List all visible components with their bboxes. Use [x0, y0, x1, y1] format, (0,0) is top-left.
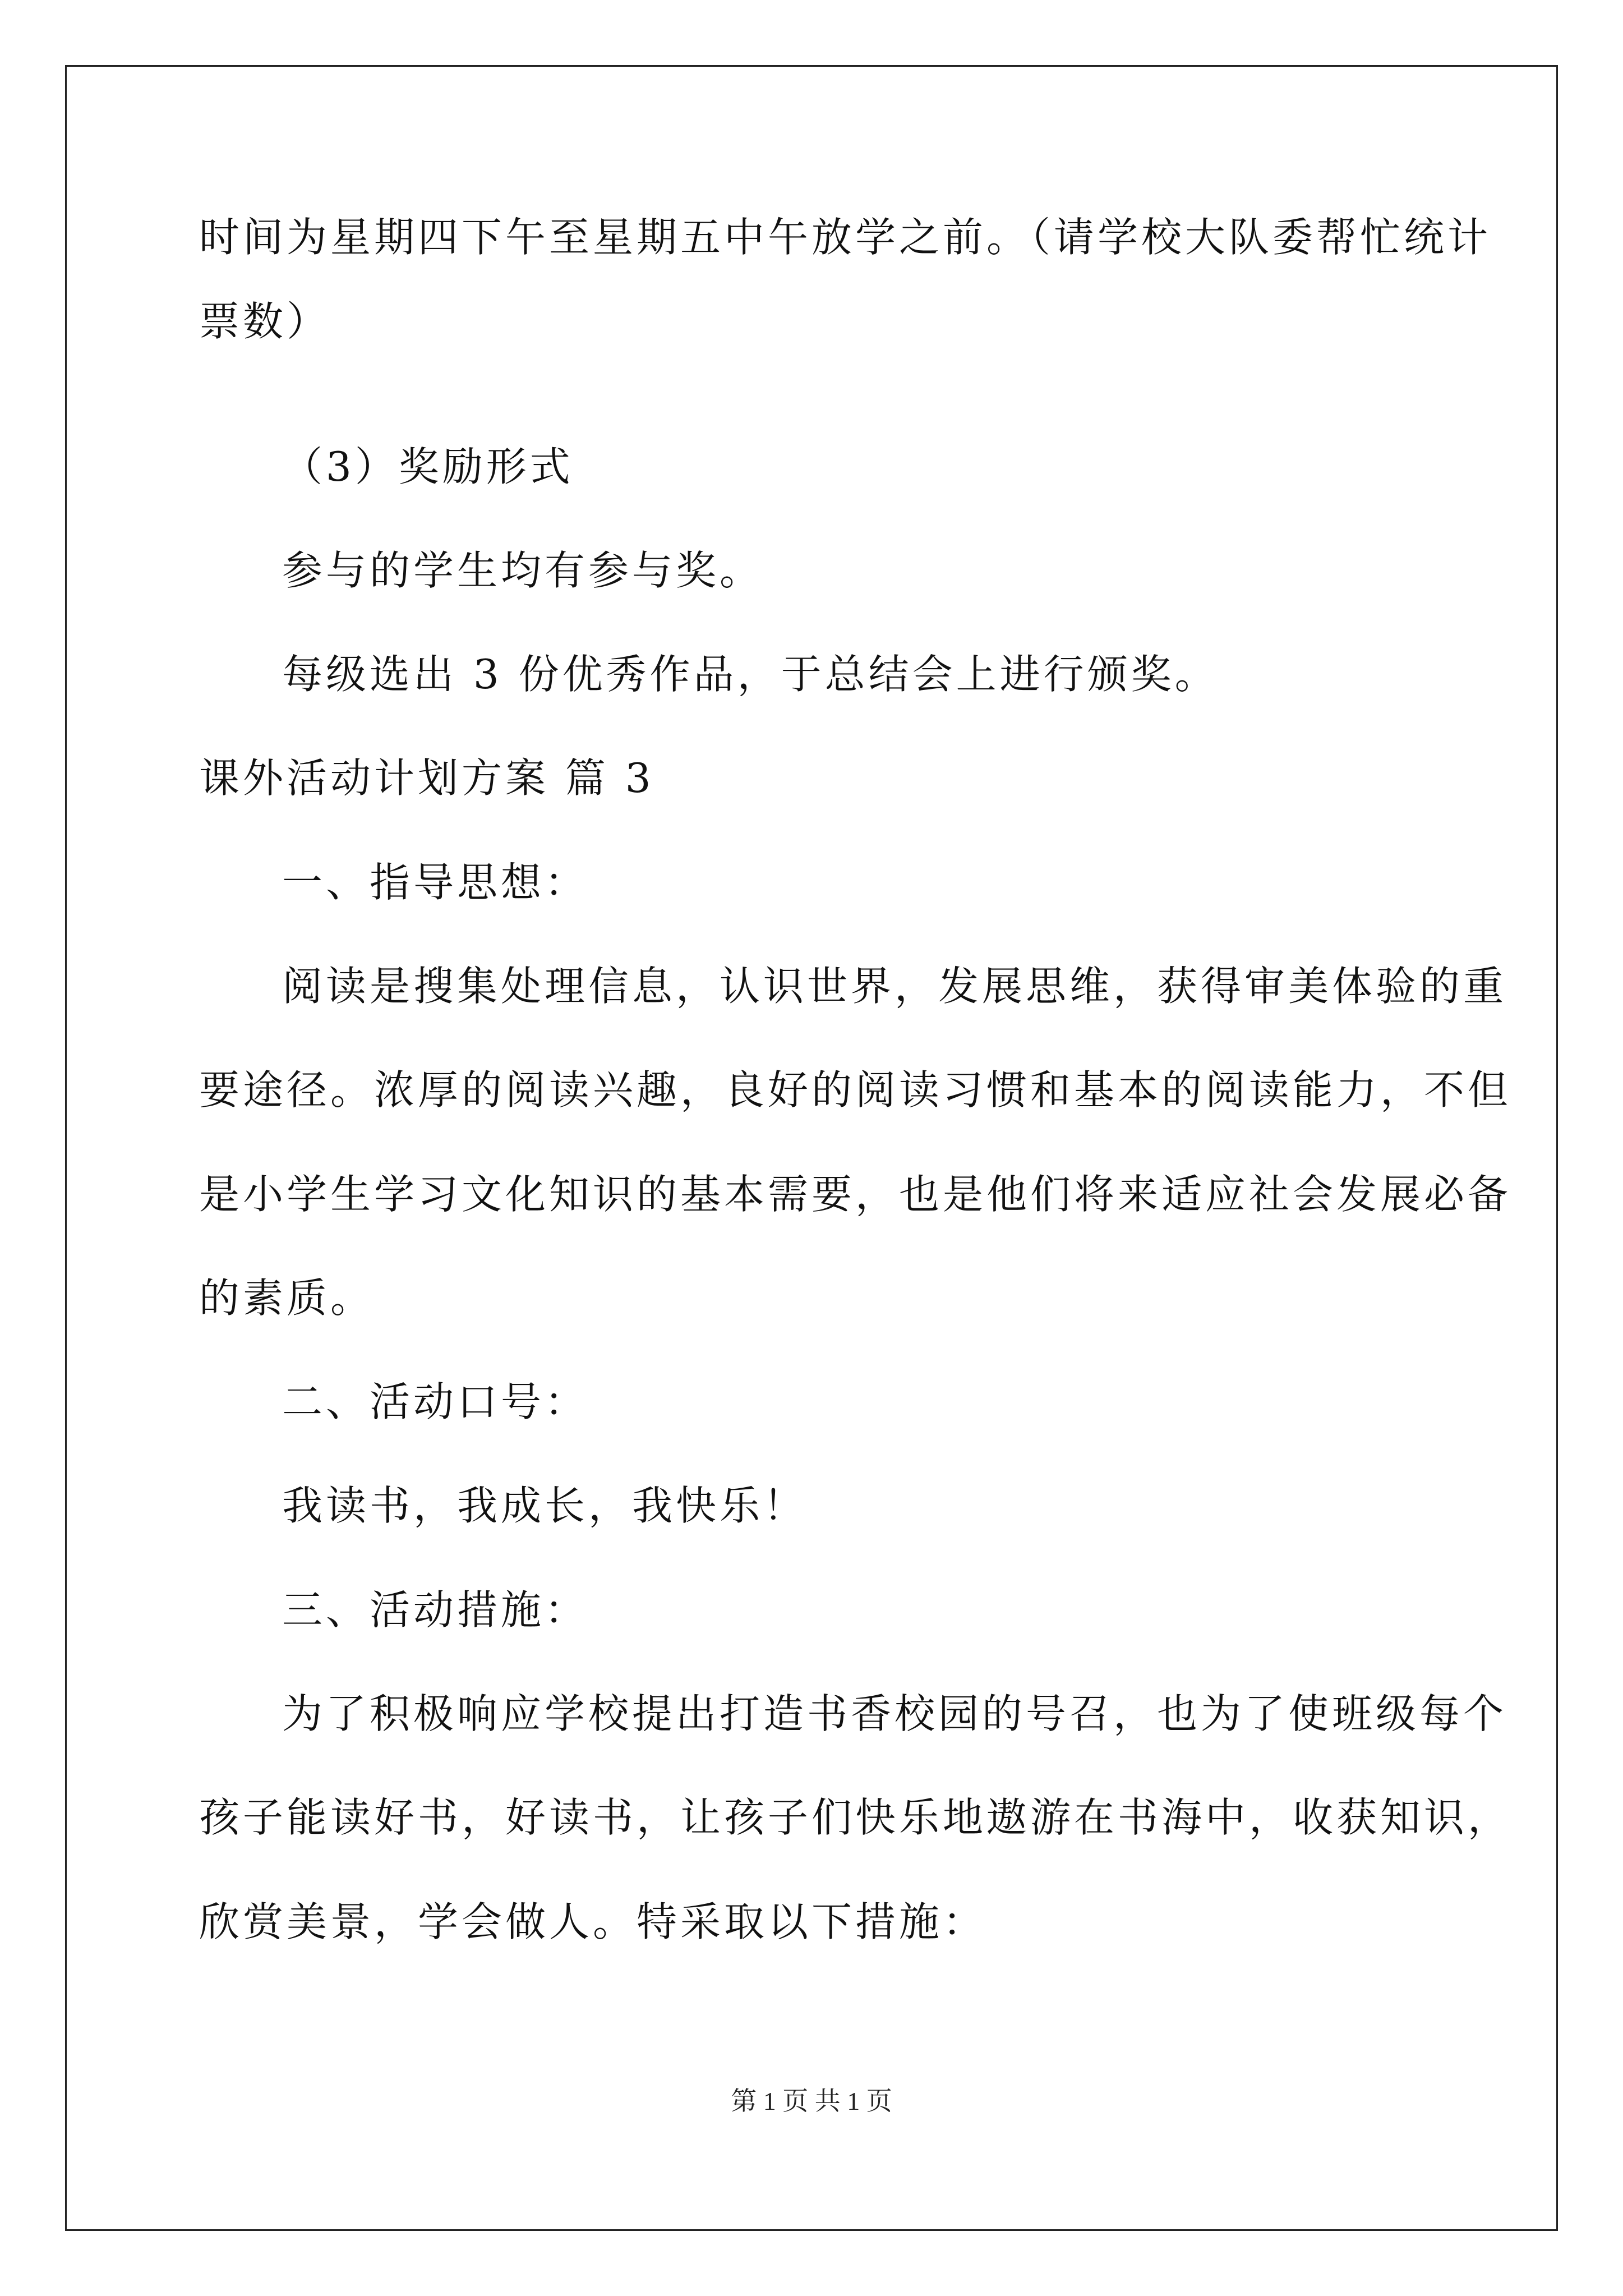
- page-footer: 第 1 页 共 1 页: [731, 2087, 892, 2115]
- paragraph-line: 票数）: [199, 298, 331, 345]
- paragraph-line: 要途径。浓厚的阅读兴趣，良好的阅读习惯和基本的阅读能力，不但: [199, 1066, 1512, 1114]
- section-subheading: （3）奖励形式: [282, 443, 574, 490]
- paragraph-line: 的素质。: [199, 1274, 375, 1322]
- paragraph-line: 我读书，我成长，我快乐！: [282, 1482, 808, 1529]
- paragraph-line: 参与的学生均有参与奖。: [282, 547, 764, 594]
- paragraph-line: 每级选出 3 份优秀作品，于总结会上进行颁奖。: [282, 651, 1219, 698]
- section-heading: 二、活动口号：: [282, 1378, 589, 1425]
- paragraph-line: 时间为星期四下午至星期五中午放学之前。（请学校大队委帮忙统计: [199, 214, 1492, 261]
- section-heading: 三、活动措施：: [282, 1586, 589, 1634]
- paragraph-line: 是小学生学习文化知识的基本需要，也是他们将来适应社会发展必备: [199, 1171, 1512, 1218]
- paragraph-line: 为了积极响应学校提出打造书香校园的号召，也为了使班级每个: [282, 1690, 1507, 1737]
- paragraph-line: 孩子能读好书，好读书，让孩子们快乐地遨游在书海中，收获知识，: [199, 1794, 1512, 1841]
- section-heading: 一、指导思想：: [282, 859, 589, 906]
- section-title: 课外活动计划方案 篇 3: [199, 754, 654, 802]
- paragraph-line: 欣赏美景，学会做人。特采取以下措施：: [199, 1898, 987, 1945]
- paragraph-line: 阅读是搜集处理信息，认识世界，发展思维，获得审美体验的重: [282, 963, 1507, 1010]
